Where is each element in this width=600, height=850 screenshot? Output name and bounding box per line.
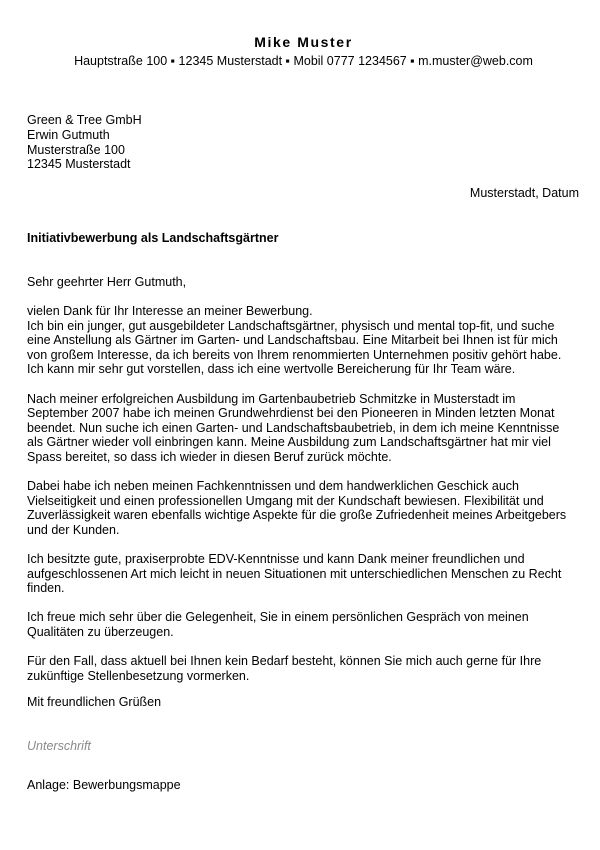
recipient-company: Green & Tree GmbH: [27, 113, 142, 127]
body-line: beendet. Nun suche ich einen Garten- und Landschaftsbaubetrieb, in dem ich meine Kenntnisse: [27, 420, 560, 435]
body-line: Nach meiner erfolgreichen Ausbildung im Gartenbaubetrieb Schmitzke in Musterstadt im: [27, 391, 516, 406]
subject-line: Initiativbewerbung als Landschaftsgärtner: [27, 231, 279, 245]
body-line: September 2007 habe ich meinen Grundwehrdienst bei den Pioneeren in Minden letzten Monat: [27, 406, 555, 421]
body-line: vielen Dank für Ihr Interesse an meiner Bewerbung.: [27, 304, 313, 318]
body-line: als Gärtner wieder voll einbringen kann. Meine Ausbildung zum Landschaftsgärtner hat mir viel: [27, 435, 551, 450]
body-line: Dabei habe ich neben meinen Fachkenntnissen und dem handwerklichen Geschick auch: [27, 479, 519, 494]
paragraph-2: [27, 392, 587, 465]
recipient-street: Musterstraße 100: [27, 142, 125, 157]
body-line: von großem Interesse, da ich bereits von Ihrem renommierten Unternehmen positiv gehört habe.: [27, 347, 562, 362]
body-line: Qualitäten zu überzeugen.: [27, 625, 174, 640]
body-line: zukünftige Stellenbesetzung vormerken.: [27, 668, 250, 683]
paragraph-5: [27, 610, 587, 639]
attachment-note: Anlage: Bewerbungsmappe: [27, 778, 181, 792]
salutation: Sehr geehrter Herr Gutmuth,: [27, 275, 187, 289]
body-line: Vielseitigkeit und einen professionellen Umgang mit der Kundschaft bewiesen. Flexibilität und: [27, 493, 544, 508]
sender-contact-line: Hauptstraße 100 ▪ 12345 Musterstadt ▪ Mobil 0777 1234567 ▪ m.muster@web.com: [74, 54, 533, 68]
body-line: Spass bereitet, so dass ich wieder in diesen Beruf zurück möchte.: [27, 449, 392, 464]
paragraph-4: [27, 552, 587, 596]
recipient-address: [27, 113, 142, 172]
body-line: aufgeschlossenen Art mich leicht in neuen Situationen mit unterschiedlichen Menschen zu Recht: [27, 566, 562, 581]
body-line: Ich bin ein junger, gut ausgebildeter Landschaftsgärtner, physisch und mental top-fit, und suche: [27, 318, 555, 333]
letter-body: [27, 304, 587, 698]
body-line: Ich freue mich sehr über die Gelegenheit, Sie in einem persönlichen Gespräch von meinen: [27, 610, 529, 625]
place-date: Musterstadt, Datum: [469, 186, 579, 200]
recipient-person: Erwin Gutmuth: [27, 127, 110, 142]
body-line: Ich kann mir sehr gut vorstellen, dass ich eine wertvolle Bereicherung für Ihr Team wäre.: [27, 362, 516, 377]
signature-placeholder: Unterschrift: [27, 739, 91, 753]
body-line: Für den Fall, dass aktuell bei Ihnen kein Bedarf besteht, können Sie mich auch gerne für Ihre: [27, 654, 542, 669]
body-line: eine Anstellung als Gärtner im Garten- und Landschaftsbau. Eine Mitarbeit bei Ihnen ist für mich: [27, 333, 558, 348]
paragraph-6: [27, 654, 587, 683]
body-line: Ich besitzte gute, praxiserprobte EDV-Kenntnisse und kann Dank meiner freundlichen und: [27, 552, 525, 567]
body-line: Zuverlässigkeit waren ebenfalls wichtige Aspekte für die große Zufriedenheit meines Arbeitgebers: [27, 508, 567, 523]
body-line: und der Kunden.: [27, 522, 120, 537]
sender-name: Mike Muster: [254, 34, 353, 50]
paragraph-1: [27, 304, 587, 377]
recipient-city: 12345 Musterstadt: [27, 157, 131, 172]
paragraph-3: [27, 479, 587, 537]
closing-phrase: Mit freundlichen Grüßen: [27, 695, 162, 709]
body-line: finden.: [27, 581, 65, 596]
